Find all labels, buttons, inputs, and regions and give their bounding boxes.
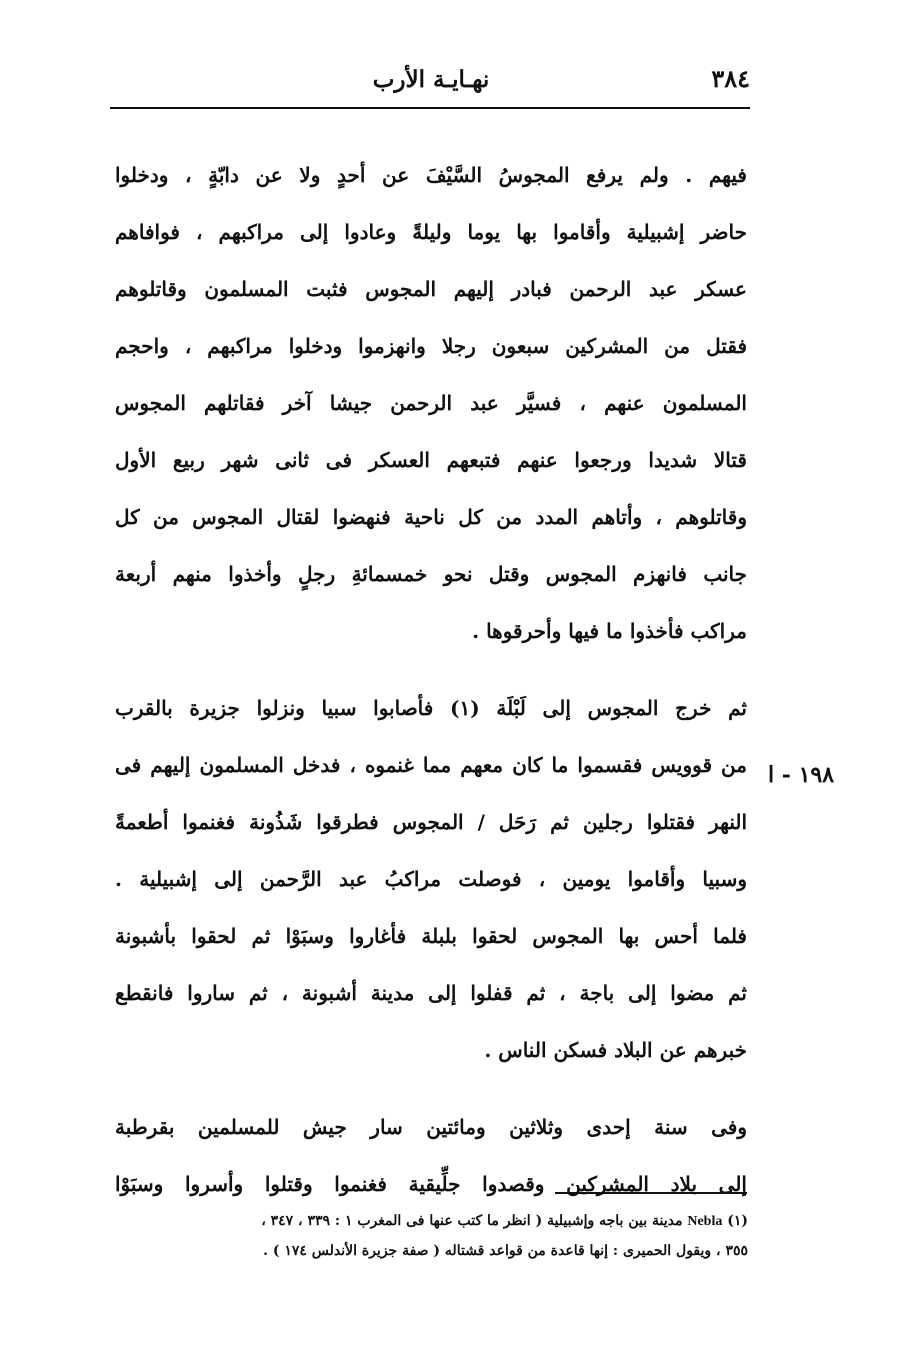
paragraph-1 [115, 152, 747, 665]
footnote-rule [555, 1192, 747, 1194]
text-line: فيهم . ولم يرفع المجوسُ السَّيْفَ عن أحدٍ ولا عن دابّةٍ ، ودخلوا [115, 163, 747, 187]
footnotes [118, 1206, 748, 1266]
text-line: فقتل من المشركين سبعون رجلا وانهزموا ودخلوا مراكبهم ، واحجم [115, 334, 747, 358]
footnote-text: مدينة بين باجه وإشبيلية ( انظر ما كتب عنها فى المغرب ١ : ٣٣٩ ، ٣٤٧ ، [261, 1213, 683, 1229]
text-line: جانب فانهزم المجوس وقتل نحو خمسمائةِ رجلٍ وأخذوا منهم أربعة [115, 562, 747, 586]
text-line: النهر فقتلوا رجلين ثم رَحَل / المجوس فطرقوا شَذُونة فغنموا أطعمةً [115, 810, 747, 834]
text-line: مراكب فأخذوا ما فيها وأحرقوها . [472, 619, 747, 643]
text-line: عسكر عبد الرحمن فبادر إليهم المجوس فثبت المسلمون وقاتلوهم [115, 277, 747, 301]
text-line: وسبيا وأقاموا يومين ، فوصلت مراكبُ عبد الرَّحمن إلى إشبيلية . [115, 867, 747, 891]
text-line: إلى بلاد المشركين وقصدوا جلِّيقية فغنموا وقتلوا وأسروا وسبَوْا [115, 1172, 747, 1196]
page-number: ٣٨٤ [711, 64, 750, 93]
text-line: قتالا شديدا ورجعوا عنهم فتبعهم العسكر فى ثانى شهر ربيع الأول [115, 448, 747, 472]
text-line: ثم مضوا إلى باجة ، ثم قفلوا إلى مدينة أشبونة ، ثم ساروا فانقطع [115, 981, 747, 1005]
text-line: المسلمون عنهم ، فسيَّر عبد الرحمن جيشا آخر فقاتلهم المجوس [115, 391, 747, 415]
paragraph-2 [115, 685, 747, 1084]
text-line: من قوويس فقسموا ما كان معهم مما غنموه ، فدخل المسلمون إليهم فى [115, 753, 747, 777]
paragraph-gap [115, 1084, 747, 1104]
body-text [115, 152, 747, 1218]
page-header [112, 62, 750, 100]
footnote-text: ٣٥٥ ، ويقول الحميرى : إنها قاعدة من قواعد قشتاله ( صفة جزيرة الأندلس ١٧٤ ) . [263, 1243, 748, 1259]
running-title: نهـايـة الأرب [372, 66, 490, 93]
paragraph-3 [115, 1104, 747, 1218]
text-line: وقاتلوهم ، وأتاهم المدد من كل ناحية فنهضوا لقتال المجوس من كل [115, 505, 747, 529]
text-line: فلما أحس بها المجوس لحقوا بلبلة فأغاروا وسبَوْا ثم لحقوا بأشبونة [115, 924, 747, 948]
margin-reference: ١٩٨ - ا [768, 762, 835, 788]
text-line: وفى سنة إحدى وثلاثين ومائتين سار جيش للمسلمين بقرطبة [115, 1115, 747, 1139]
text-line: ثم خرج المجوس إلى لَبْلَة (١) فأصابوا سبيا ونزلوا جزيرة بالقرب [115, 696, 747, 720]
footnote-line [118, 1236, 748, 1266]
footnote-marker: (١) [727, 1213, 748, 1229]
footnote-latin-term: Nebla [687, 1214, 723, 1229]
paragraph-gap [115, 665, 747, 685]
text-line: خبرهم عن البلاد فسكن الناس . [484, 1038, 747, 1062]
header-rule [110, 107, 750, 109]
footnote-line [118, 1206, 748, 1236]
text-line: حاضر إشبيلية وأقاموا بها يوما وليلةً وعادوا إلى مراكبهم ، فوافاهم [115, 220, 747, 244]
